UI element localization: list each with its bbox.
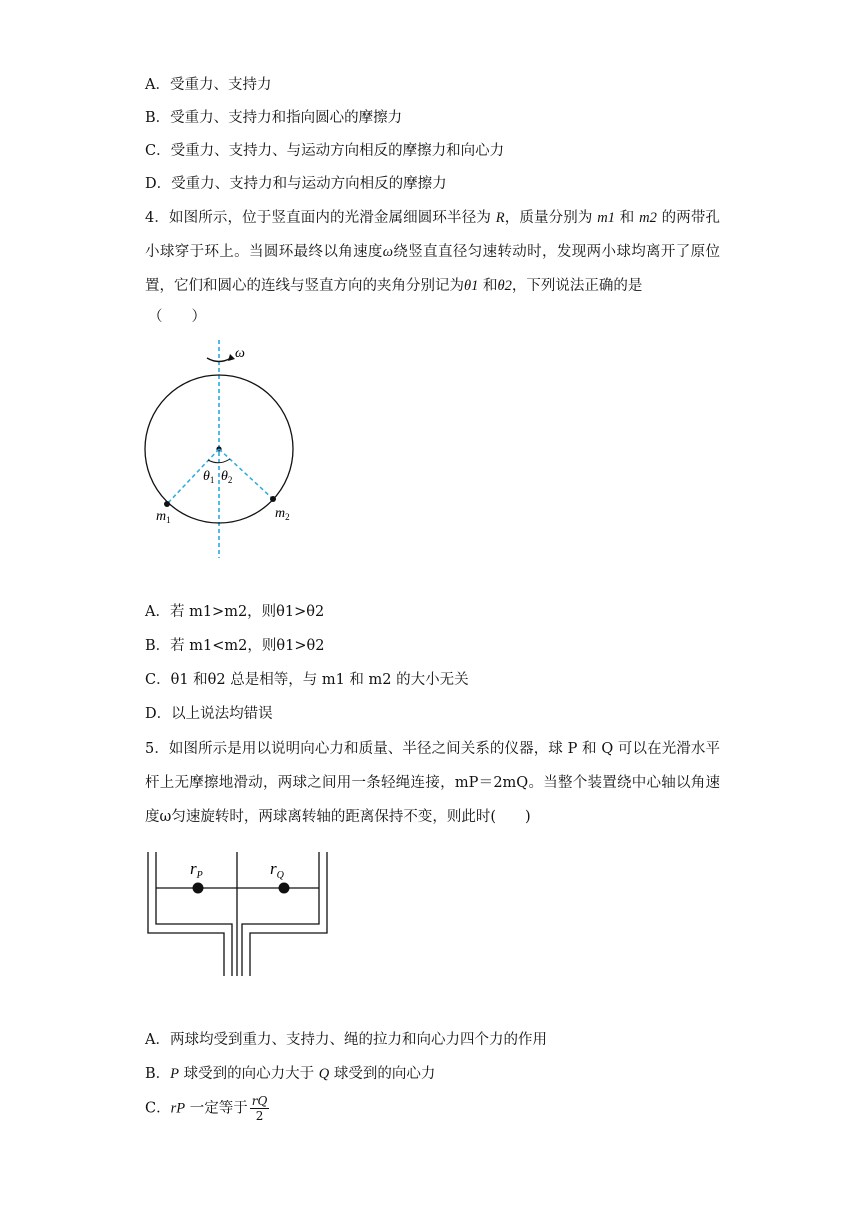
m1-label: $m_1$ — [156, 509, 171, 525]
q3-option-c: C．受重力、支持力、与运动方向相反的摩擦力和向心力 — [145, 143, 505, 159]
q3-option-a: A．受重力、支持力 — [145, 77, 272, 93]
q3-option-d: D．受重力、支持力和与运动方向相反的摩擦力 — [145, 176, 447, 192]
m2-label: $m_2$ — [275, 506, 290, 522]
rotation-arrowhead — [228, 354, 235, 361]
frame-outer-right — [250, 852, 327, 976]
rQ-label: $r_Q$ — [270, 859, 284, 881]
fraction-rQ-over-2: $\frac{rQ}{2}$ — [251, 1094, 268, 1123]
rotation-arrow — [207, 358, 231, 362]
q5-option-b: B．P 球受到的向心力大于 Q 球受到的向心力 — [145, 1066, 436, 1082]
theta2-label: $\theta_2$ — [221, 469, 233, 485]
q3-option-b: B．受重力、支持力和指向圆心的摩擦力 — [145, 110, 403, 126]
ring-figure — [135, 340, 310, 565]
apparatus-figure — [140, 848, 335, 980]
omega-symbol: ω — [382, 244, 394, 260]
q4-option-d: D．以上说法均错误 — [145, 706, 273, 722]
ball-q — [279, 883, 290, 894]
q5-option-c: C．rP 一定等于 $\frac{rQ}{2}$ — [145, 1094, 268, 1123]
q4-option-c: C．θ1 和θ2 总是相等，与 m1 和 m2 的大小无关 — [145, 672, 469, 688]
q5-option-a: A．两球均受到重力、支持力、绳的拉力和向心力四个力的作用 — [145, 1032, 547, 1048]
theta1-label: $\theta_1$ — [203, 469, 215, 485]
omega-label: ω — [235, 346, 245, 361]
radius-symbol: R — [495, 210, 505, 226]
q4-answer-paren: （ ） — [148, 309, 206, 325]
ball-m1 — [164, 501, 170, 507]
q4-stem: 4．如图所示，位于竖直面内的光滑金属细圆环半径为 R，质量分别为 m1 和 m2 的两带孔小球穿于环上。当圆环最终以角速度ω绕竖直直径匀速转动时，发现两小球均离开了原位置，它们和圆心的连线与竖直方向的夹角分别记为θ1 和θ2，下列说法正确的是 — [145, 210, 721, 294]
q5-stem: 5．如图所示是用以说明向心力和质量、半径之间关系的仪器，球 P 和 Q 可以在光滑水平杆上无摩擦地滑动，两球之间用一条轻绳连接，mP＝2mQ。当整个装置绕中心轴以角速度ω匀速旋转时，两球离转轴的距离保持不变，则此时( ) — [145, 741, 720, 825]
ball-m2 — [270, 496, 276, 502]
q4-option-b: B．若 m1<m2，则θ1>θ2 — [145, 638, 325, 654]
m2-symbol: m2 — [639, 210, 657, 226]
q4-option-a: A．若 m1>m2，则θ1>θ2 — [145, 604, 325, 620]
m1-symbol: m1 — [597, 210, 615, 226]
theta2-symbol: θ2 — [497, 278, 512, 294]
frame-outer-left — [148, 852, 224, 976]
rP-label: $r_P$ — [190, 859, 203, 881]
ball-p — [193, 883, 204, 894]
theta1-symbol: θ1 — [464, 278, 479, 294]
